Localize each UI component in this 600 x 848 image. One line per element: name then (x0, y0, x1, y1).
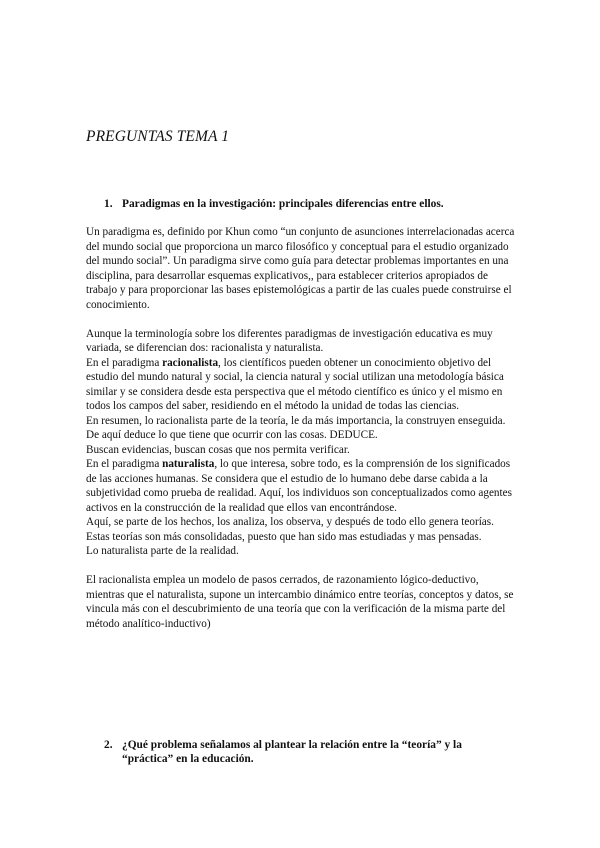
paragraph-naturalist-facts: Aquí, se parte de los hechos, los analiza, los observa, y después de todo ello genera teorías. Estas teorías son más consolidadas, puesto que han sido mas estudiadas y mas pensadas. (86, 516, 494, 543)
paragraph-naturalist (86, 457, 518, 515)
question-2-number: 2. (104, 739, 113, 751)
question-2-heading (104, 738, 504, 767)
paragraph-naturalist-reality: Lo naturalista parte de la realidad. (86, 545, 239, 557)
question-1-number: 1. (104, 198, 113, 210)
paragraph-paradigm-types: Aunque la terminología sobre los diferentes paradigmas de investigación educativa es muy variada, se diferencian dos: racionalista y naturalista. (86, 327, 493, 354)
paragraph-rationalist-summary: En resumen, lo racionalista parte de la teoría, le da más importancia, la construyen enseguida. De aquí deduce lo que tiene que ocurrir con las cosas. DEDUCE. (86, 414, 506, 441)
paragraph-comparison: El racionalista emplea un modelo de pasos cerrados, de razonamiento lógico-deductivo, mientras que el naturalista, supone un intercambio dinámico entre teorías, conceptos y datos, se vincula más con el descubrimiento de una teoría que con la verificación de la misma parte del método analítico-inductivo) (86, 574, 514, 630)
page-title: PREGUNTAS TEMA 1 (86, 128, 230, 145)
naturalist-intro: En el paradigma (86, 458, 163, 470)
rationalist-term: racionalista (162, 356, 219, 369)
paragraph-evidence: Buscan evidencias, buscan cosas que nos permita verificar. (86, 443, 350, 456)
rationalist-intro: En el paradigma (86, 356, 163, 369)
answer-body (86, 225, 518, 631)
paragraph-gap (86, 312, 518, 327)
paragraph-gap (86, 559, 518, 574)
rationalist-description: , los científicos pueden obtener un conocimiento objetivo del estudio del mundo natural y social, la ciencia natural y social utilizan una metodología básica similar y se considera desde esta perspectiva que el método científico es único y el mismo en todos los campos del saber, residiendo en el método la unidad de todas las ciencias. (86, 356, 504, 412)
question-1-heading (104, 197, 524, 211)
paragraph-rationalist (86, 356, 518, 414)
question-2-text: ¿Qué problema señalamos al plantear la relación entre la “teoría” y la “práctica” en la educación. (122, 739, 462, 766)
question-1-text: Paradigmas en la investigación: principales diferencias entre ellos. (122, 198, 444, 210)
naturalist-term: naturalista (162, 458, 215, 470)
naturalist-description: , lo que interesa, sobre todo, es la comprensión de los significados de las acciones humanas. Se considera que el estudio de lo humano debe darse cabida a la subjetividad como prueba de realidad. Aquí, los individuos son conceptualizados como agentes activos en la construcción de la realidad que ellos van encontrándose. (86, 458, 512, 514)
paragraph-paradigm-definition: Un paradigma es, definido por Khun como “un conjunto de asunciones interrelacionadas acerca del mundo social que proporciona un marco filosófico y conceptual para el estudio organizado del mundo social”. Un paradigma sirve como guía para detectar problemas importantes en una disciplina, para desarrollar esquemas explicativos,, para establecer criterios apropiados de trabajo y para proporcionar las bases epistemológicas a partir de las cuales puede construirse el conocimiento. (86, 226, 515, 311)
